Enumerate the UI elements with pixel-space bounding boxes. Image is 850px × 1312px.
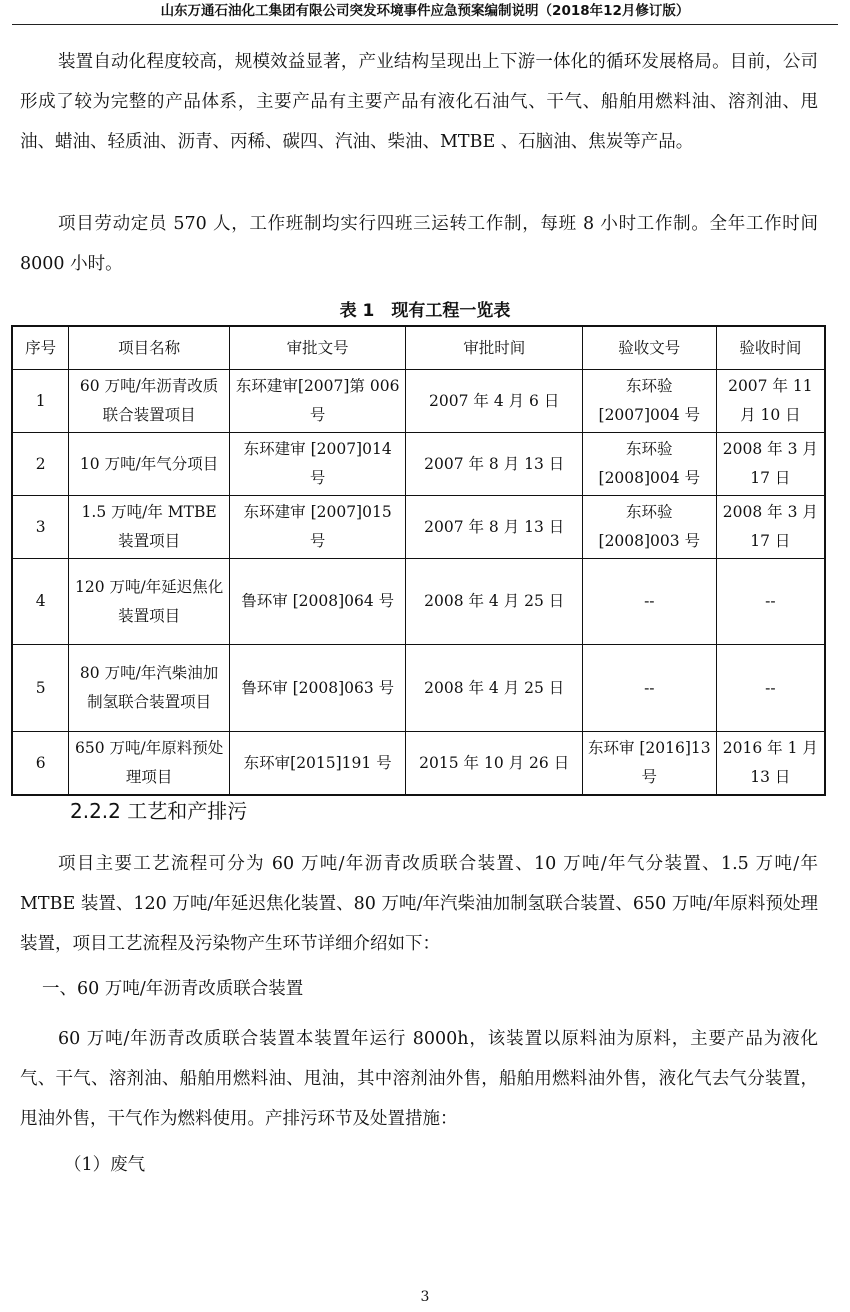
table-cell: 2007 年 8 月 13 日 xyxy=(406,496,582,559)
header-cell-index: 序号 xyxy=(12,326,69,370)
project-table xyxy=(11,325,826,796)
table-row xyxy=(12,559,825,645)
table-cell: 2008 年 3 月 17 日 xyxy=(716,433,825,496)
table-cell: 60 万吨/年沥青改质联合装置项目 xyxy=(69,370,230,433)
header-cell-project-name: 项目名称 xyxy=(69,326,230,370)
table-cell: 东环验 [2007]004 号 xyxy=(582,370,716,433)
subsection-heading-2: （1）废气 xyxy=(64,1155,146,1175)
table-cell: 2007 年 8 月 13 日 xyxy=(406,433,582,496)
table-cell: 东环验 [2008]004 号 xyxy=(582,433,716,496)
table-cell: 6 xyxy=(12,732,69,796)
table-cell: 4 xyxy=(12,559,69,645)
table-cell: 5 xyxy=(12,645,69,732)
header-cell-acceptance-no: 验收文号 xyxy=(582,326,716,370)
table-cell: 1 xyxy=(12,370,69,433)
table-cell: -- xyxy=(582,559,716,645)
header-cell-approval-date: 审批时间 xyxy=(406,326,582,370)
table-cell: 东环建审 [2007]014 号 xyxy=(229,433,406,496)
table-cell: 2007 年 4 月 6 日 xyxy=(406,370,582,433)
table-cell: 2007 年 11 月 10 日 xyxy=(716,370,825,433)
intro-paragraph-1: 装置自动化程度较高，规模效益显著，产业结构呈现出上下游一体化的循环发展格局。目前，公司形成了较为完整的产品体系，主要产品有主要产品有液化石油气、干气、船舶用燃料油、溶剂油、甩油、蜡油、轻质油、沥青、丙稀、碳四、汽油、柴油、MTBE 、石脑油、焦炭等产品。 xyxy=(20,52,818,152)
table-cell: 2016 年 1 月 13 日 xyxy=(716,732,825,796)
table-caption: 表 1 现有工程一览表 xyxy=(339,301,511,321)
table-cell: 东环建审 [2007]015 号 xyxy=(229,496,406,559)
section-paragraph-2: 60 万吨/年沥青改质联合装置本装置年运行 8000h，该装置以原料油为原料，主要产品为液化气、干气、溶剂油、船舶用燃料油、甩油，其中溶剂油外售，船舶用燃料油外售，液化气去气分装置，甩油外售，干气作为燃料使用。产排污环节及处置措施： xyxy=(20,1029,818,1129)
table-cell: 80 万吨/年汽柴油加制氢联合装置项目 xyxy=(69,645,230,732)
header-cell-approval-no: 审批文号 xyxy=(229,326,406,370)
header-cell-acceptance-date: 验收时间 xyxy=(716,326,825,370)
table-cell: 鲁环审 [2008]063 号 xyxy=(229,645,406,732)
table-cell: 2008 年 4 月 25 日 xyxy=(406,559,582,645)
table-cell: 鲁环审 [2008]064 号 xyxy=(229,559,406,645)
table-cell: 120 万吨/年延迟焦化装置项目 xyxy=(69,559,230,645)
section-heading: 2.2.2 工艺和产排污 xyxy=(70,799,248,823)
table-cell: -- xyxy=(716,645,825,732)
table-cell: 东环审 [2016]13 号 xyxy=(582,732,716,796)
table-cell: 东环验 [2008]003 号 xyxy=(582,496,716,559)
table-cell: 东环审[2015]191 号 xyxy=(229,732,406,796)
table-cell: 650 万吨/年原料预处理项目 xyxy=(69,732,230,796)
table-cell: 2015 年 10 月 26 日 xyxy=(406,732,582,796)
table-cell: 东环建审[2007]第 006 号 xyxy=(229,370,406,433)
table-row xyxy=(12,496,825,559)
subsection-heading-1: 一、60 万吨/年沥青改质联合装置 xyxy=(42,979,304,999)
table-row xyxy=(12,370,825,433)
intro-paragraph-2: 项目劳动定员 570 人，工作班制均实行四班三运转工作制，每班 8 小时工作制。全年工作时间 8000 小时。 xyxy=(20,214,818,274)
page-header: 山东万通石油化工集团有限公司突发环境事件应急预案编制说明（2018年12月修订版） xyxy=(160,3,690,19)
table-row xyxy=(12,732,825,796)
page-number: 3 xyxy=(420,1289,430,1305)
table-cell: -- xyxy=(582,645,716,732)
section-paragraph-1: 项目主要工艺流程可分为 60 万吨/年沥青改质联合装置、10 万吨/年气分装置、1.5 万吨/年 MTBE 装置、120 万吨/年延迟焦化装置、80 万吨/年汽柴油加制氢联合装置、650 万吨/年原料预处理装置，项目工艺流程及污染物产生环节详细介绍如下： xyxy=(20,854,819,954)
table-row xyxy=(12,645,825,732)
table-row xyxy=(12,433,825,496)
table-cell: 2008 年 3 月 17 日 xyxy=(716,496,825,559)
table-cell: 2008 年 4 月 25 日 xyxy=(406,645,582,732)
table-cell: -- xyxy=(716,559,825,645)
table-header-row xyxy=(12,326,825,370)
header-rule xyxy=(12,24,838,25)
table-cell: 2 xyxy=(12,433,69,496)
table-cell: 3 xyxy=(12,496,69,559)
table-cell: 1.5 万吨/年 MTBE 装置项目 xyxy=(69,496,230,559)
table-cell: 10 万吨/年气分项目 xyxy=(69,433,230,496)
